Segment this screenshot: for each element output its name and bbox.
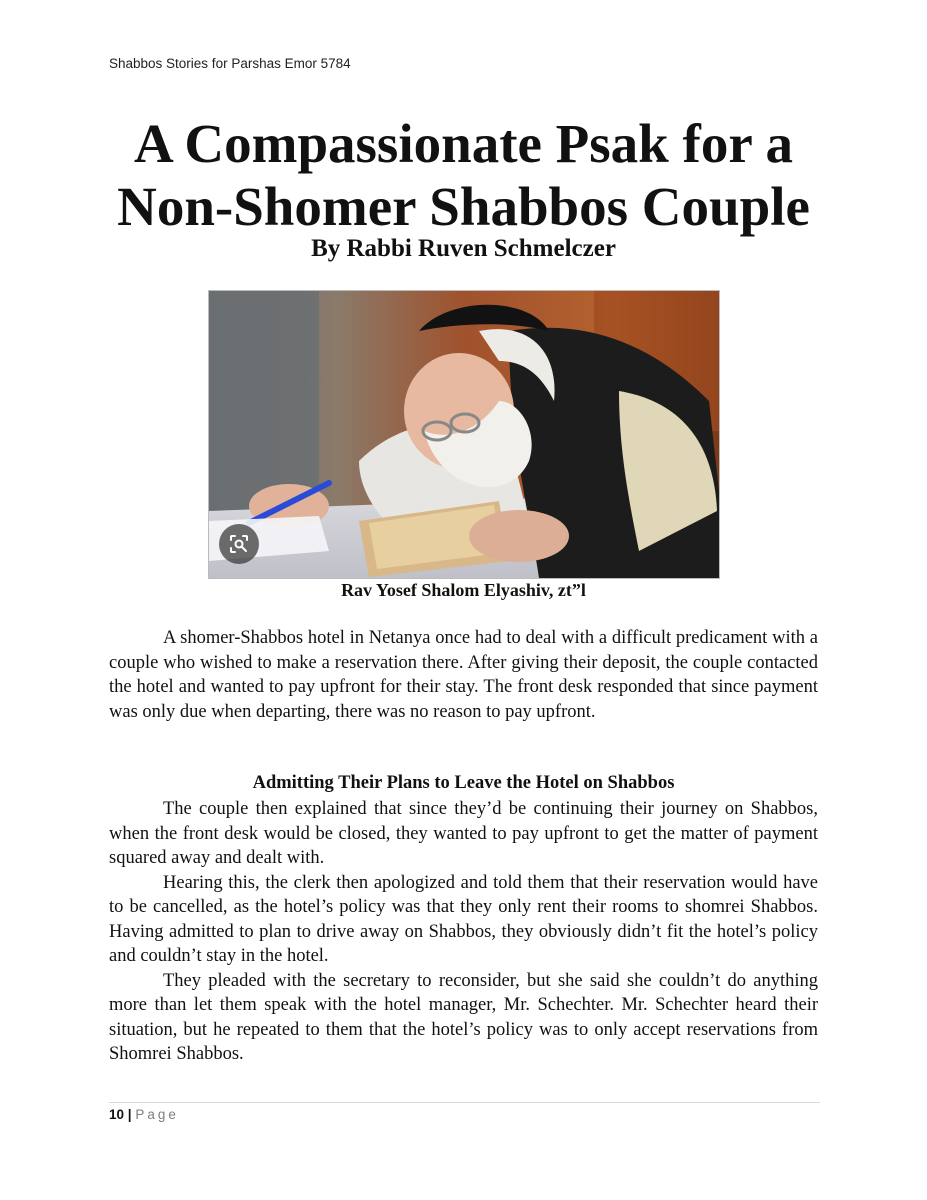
article-title: [60, 112, 867, 238]
lens-search-icon[interactable]: [219, 524, 259, 564]
byline: By Rabbi Ruven Schmelczer: [311, 235, 616, 262]
page-number: 10: [109, 1107, 125, 1122]
article-photo: [208, 290, 720, 579]
section-paragraph-3: They pleaded with the secretary to reconsider, but she said she couldn’t do anything more than let them speak with the hotel manager, Mr. Schechter. Mr. Schechter heard their situation, but he repeated to them that the hotel’s policy was to only accept reservations from Shomrei Shabbos.: [109, 970, 818, 1064]
running-header: Shabbos Stories for Parshas Emor 5784: [109, 56, 351, 71]
section-subheading: Admitting Their Plans to Leave the Hotel on Shabbos: [252, 773, 675, 793]
intro-section: [109, 626, 818, 724]
section-paragraph-2: Hearing this, the clerk then apologized and told them that their reservation would have to be cancelled, as the hotel’s policy was that they only rent their rooms to shomrei Shabbos. Having admitted to plan to drive away on Shabbos, they obviously didn’t fit the hotel’s policy and couldn’t stay in the hotel.: [109, 872, 818, 966]
section-body: [109, 797, 818, 1067]
page-label: Page: [135, 1107, 179, 1122]
section-paragraph-1: The couple then explained that since they’d be continuing their journey on Shabbos, when the front desk would be closed, they wanted to pay upfront to get the matter of payment squared away and dealt with.: [109, 799, 818, 868]
title-line-1: A Compassionate Psak for a: [133, 113, 794, 174]
footer-divider: [109, 1102, 820, 1103]
title-line-2: Non-Shomer Shabbos Couple: [117, 176, 810, 237]
footer-separator: |: [127, 1107, 132, 1122]
page-footer: [109, 1107, 179, 1122]
intro-paragraph-1: A shomer-Shabbos hotel in Netanya once had to deal with a difficult predicament with a couple who wished to make a reservation there. After giving their deposit, the couple contacted the hotel and wanted to pay upfront for their stay. The front desk responded that since payment was only due when departing, there was no reason to pay upfront.: [109, 628, 818, 722]
photo-caption: Rav Yosef Shalom Elyashiv, zt”l: [341, 580, 586, 600]
